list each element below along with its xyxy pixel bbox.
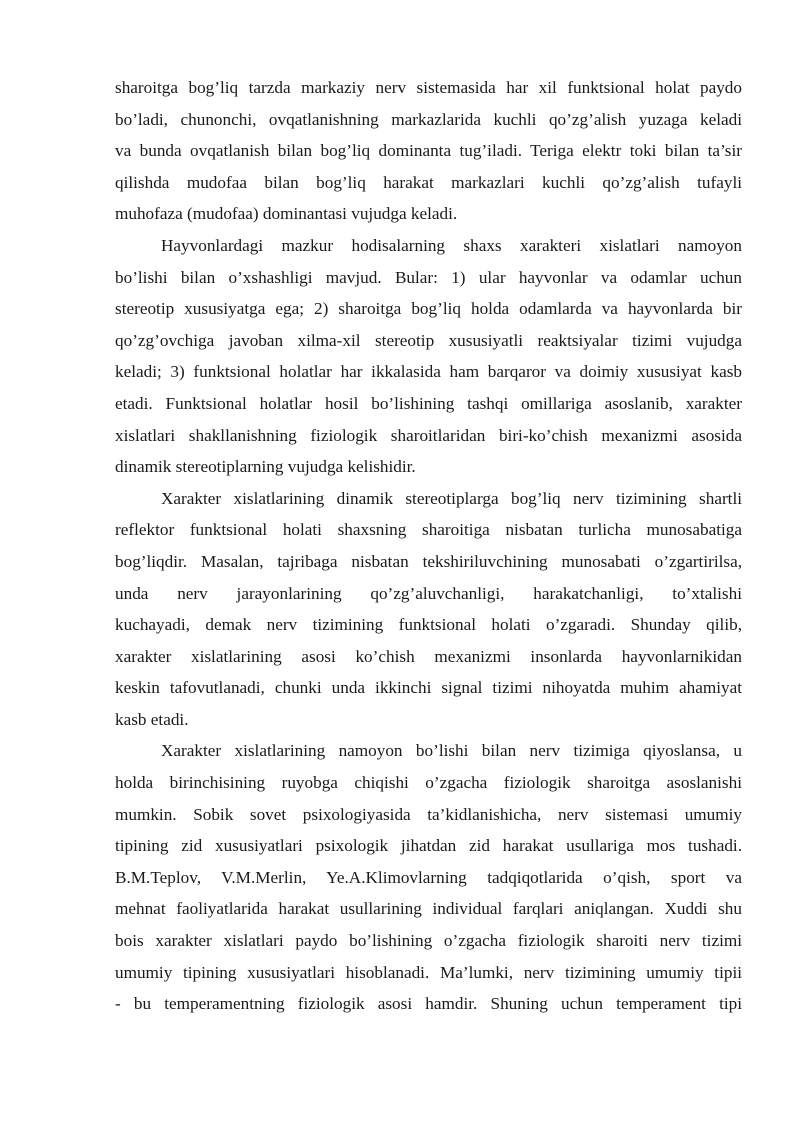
text-line: xarakter xislatlarining asosi ko’chish mexanizmi insonlarda hayvonlarnikidan	[115, 646, 742, 666]
text-line: mumkin. Sobik sovet psixologiyasida ta’kidlanishicha, nerv sistemasi umumiy	[115, 804, 742, 824]
text-line: unda nerv jarayonlarining qo’zg’aluvchanligi, harakatchanligi, to’xtalishi	[115, 583, 742, 603]
text-line: holda birinchisining ruyobga chiqishi o’zgacha fiziologik sharoitga asoslanishi	[115, 773, 742, 793]
text-line: etadi. Funktsional holatlar hosil bo’lishining tashqi omillariga asoslanib, xarakter	[115, 393, 742, 413]
text-line: - bu temperamentning fiziologik asosi hamdir. Shuning uchun temperament tipi	[115, 994, 742, 1014]
paragraph	[115, 230, 742, 483]
document-page	[115, 72, 742, 1020]
text-line: kasb etadi.	[115, 709, 189, 729]
text-line: dinamik stereotiplarning vujudga kelishidir.	[115, 457, 416, 477]
text-line: stereotip xususiyatga ega; 2) sharoitga bog’liq holda odamlarda va hayvonlarda bir	[115, 299, 742, 319]
text-line: mehnat faoliyatlarida harakat usullarining individual farqlari aniqlangan. Xuddi shu	[115, 899, 742, 919]
paragraph	[115, 72, 742, 230]
text-line: sharoitga bog’liq tarzda markaziy nerv sistemasida har xil funktsional holat paydo	[115, 78, 742, 97]
text-line: Xarakter xislatlarining dinamik stereotiplarga bog’liq nerv tizimining shartli	[161, 488, 742, 508]
paragraph	[115, 735, 742, 1019]
text-line: qo’zg’ovchiga javoban xilma-xil stereotip xususiyatli reaktsiyalar tizimi vujudga	[115, 330, 742, 350]
text-line: bog’liqdir. Masalan, tajribaga nisbatan tekshiriluvchining munosabati o’zgartirilsa,	[115, 551, 742, 571]
paragraph	[115, 483, 742, 736]
text-line: kuchayadi, demak nerv tizimining funktsional holati o’zgaradi. Shunday qilib,	[115, 615, 742, 635]
text-line: xislatlari shakllanishning fiziologik sharoitlaridan biri-ko’chish mexanizmi asosida	[115, 425, 742, 445]
text-line: muhofaza (mudofaa) dominantasi vujudga keladi.	[115, 204, 458, 224]
text-line: Xarakter xislatlarining namoyon bo’lishi bilan nerv tizimiga qiyoslansa, u	[161, 741, 742, 761]
text-line: qilishda mudofaa bilan bog’liq harakat markazlari kuchli qo’zg’alish tufayli	[115, 172, 742, 192]
text-line: bo’ladi, chunonchi, ovqatlanishning markazlarida kuchli qo’zg’alish yuzaga keladi	[115, 109, 742, 129]
text-line: tipining zid xususiyatlari psixologik jihatdan zid harakat usullariga mos tushadi.	[115, 836, 742, 856]
text-line: keladi; 3) funktsional holatlar har ikkalasida ham barqaror va doimiy xususiyat kasb	[115, 362, 742, 382]
text-line: bo’lishi bilan o’xshashligi mavjud. Bular: 1) ular hayvonlar va odamlar uchun	[115, 267, 742, 287]
text-line: umumiy tipining xususiyatlari hisoblanadi. Ma’lumki, nerv tizimining umumiy tipii	[115, 962, 742, 982]
text-line: B.M.Teplov, V.M.Merlin, Ye.A.Klimovlarning tadqiqotlarida o’qish, sport va	[115, 867, 742, 887]
text-line: reflektor funktsional holati shaxsning sharoitiga nisbatan turlicha munosabatiga	[115, 520, 742, 540]
text-line: va bunda ovqatlanish bilan bog’liq dominanta tug’iladi. Teriga elektr toki bilan ta’sir	[115, 141, 742, 161]
text-line: bois xarakter xislatlari paydo bo’lishining o’zgacha fiziologik sharoiti nerv tizimi	[115, 931, 742, 951]
text-line: keskin tafovutlanadi, chunki unda ikkinchi signal tizimi nihoyatda muhim ahamiyat	[115, 678, 742, 698]
text-line: Hayvonlardagi mazkur hodisalarning shaxs xarakteri xislatlari namoyon	[161, 235, 742, 255]
